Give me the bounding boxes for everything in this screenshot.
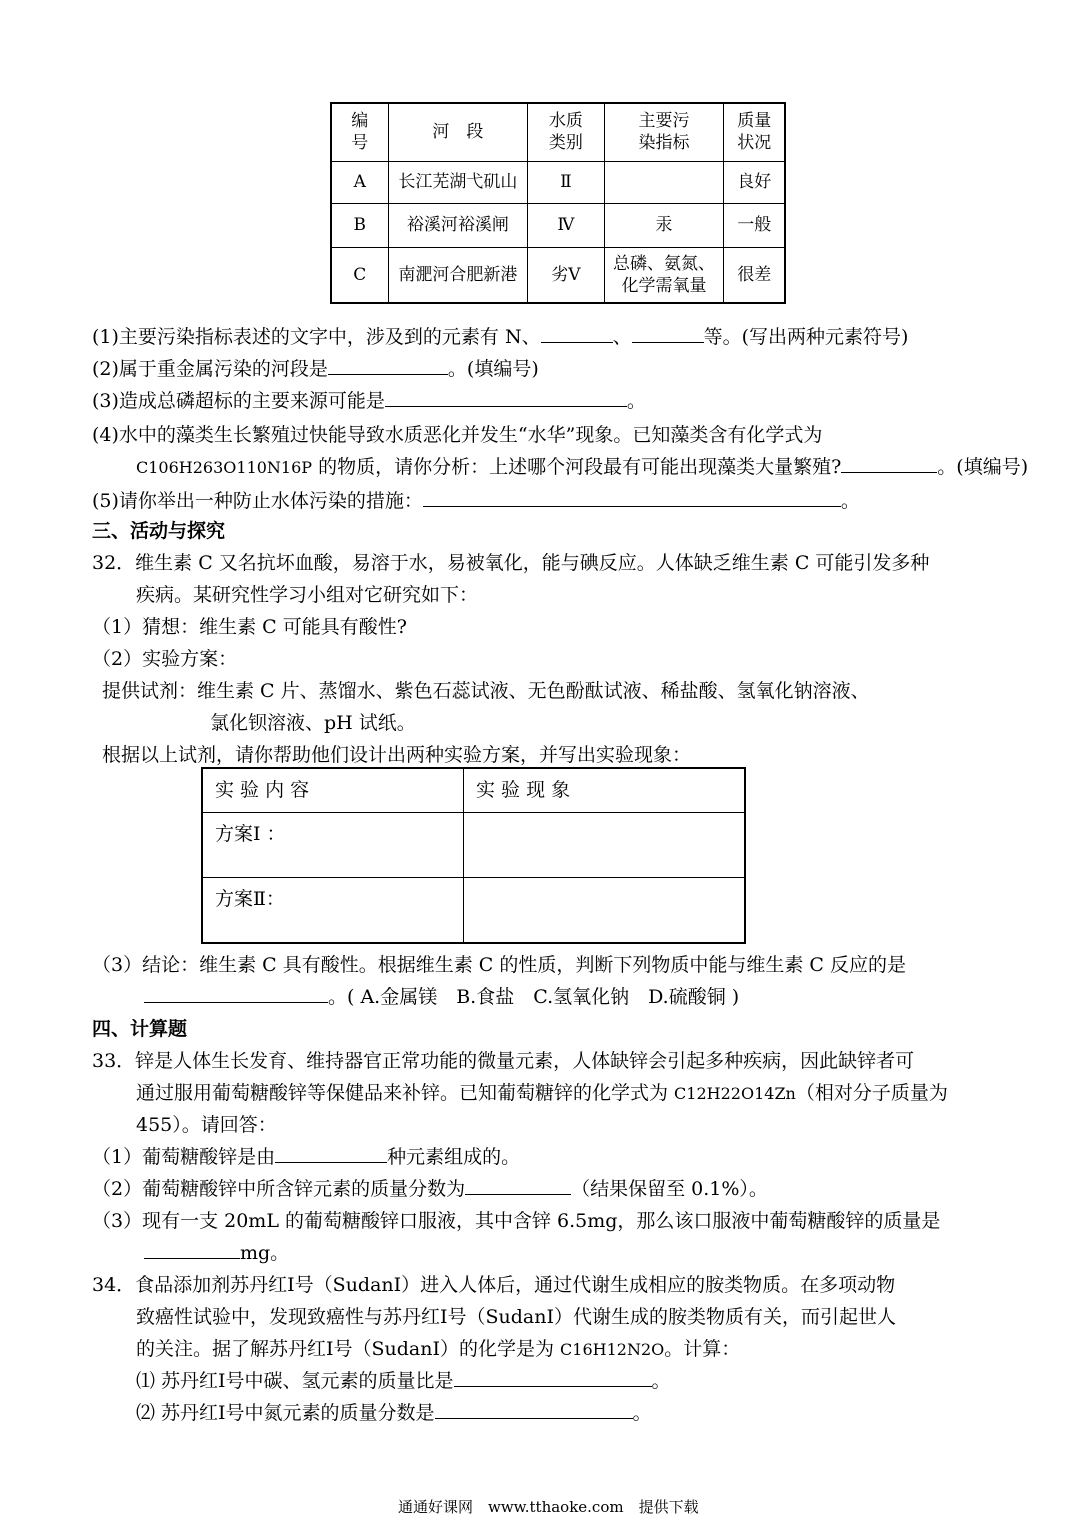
q32-conclusion: 。( A.金属镁 B.食盐 C.氢氧化钠 D.硫酸铜 ): [144, 982, 739, 1009]
answer-blank[interactable]: [465, 1176, 571, 1195]
table-cell: 汞: [604, 203, 724, 247]
table-cell: 劣Ⅴ: [528, 247, 604, 303]
table-cell: 长江芜湖弋矶山: [388, 161, 528, 203]
algae-formula: C106H263O110N16P: [136, 458, 313, 477]
table1-header-status: 质量 状况: [724, 103, 785, 161]
answer-blank[interactable]: [385, 388, 627, 407]
answer-blank[interactable]: [328, 356, 448, 375]
table1-header-class: 水质 类别: [528, 103, 604, 161]
q33-line: 455）。请回答：: [136, 1114, 277, 1136]
answer-blank[interactable]: [423, 488, 841, 507]
q34-line: 的关注。据了解苏丹红Ⅰ号（SudanⅠ）的化学是为 C16H12N2O。计算：: [136, 1338, 741, 1360]
table-cell: [604, 161, 724, 203]
q32-line: （2）实验方案：: [92, 648, 238, 670]
plan-2-cell[interactable]: 方案Ⅱ：: [202, 877, 464, 943]
sudan-formula: C16H12N2O: [560, 1340, 665, 1359]
q31-part3: (3)造成总磷超标的主要来源可能是 。: [92, 390, 646, 412]
table-cell: Ⅳ: [528, 203, 604, 247]
q34-line: 致癌性试验中，发现致癌性与苏丹红Ⅰ号（SudanⅠ）代谢生成的胺类物质有关，而引起世人: [136, 1306, 896, 1328]
table-row: [331, 161, 785, 203]
q33-part3-cont: mg。: [144, 1238, 289, 1265]
q34-part2: ⑵ 苏丹红Ⅰ号中氮元素的质量分数是 。: [136, 1402, 652, 1424]
table-row: [331, 247, 785, 303]
answer-blank[interactable]: [632, 324, 704, 343]
answer-blank[interactable]: [454, 1368, 652, 1387]
q33-part2: （2）葡萄糖酸锌中所含锌元素的质量分数为 （结果保留至 0.1%）。: [92, 1178, 768, 1200]
answer-blank[interactable]: [435, 1400, 633, 1419]
q33-line: 通过服用葡萄糖酸锌等保健品来补锌。已知葡萄糖锌的化学式为 C12H22O14Zn（相对分子质量为: [136, 1082, 948, 1104]
q31-part1: (1)主要污染指标表述的文字中，涉及到的元素有 N、 、 等。(写出两种元素符号): [92, 326, 909, 348]
table-cell: 南淝河合肥新港: [388, 247, 528, 303]
q31-part2: (2)属于重金属污染的河段是 。(填编号): [92, 358, 539, 380]
table-cell: 良好: [724, 161, 785, 203]
q31-part4: (4)水中的藻类生长繁殖过快能导致水质恶化并发生“水华”现象。已知藻类含有化学式为: [92, 424, 823, 446]
answer-blank[interactable]: [841, 454, 937, 473]
q33-line: 33．锌是人体生长发育、维持器官正常功能的微量元素，人体缺锌会引起多种疾病，因此缺锌者可: [92, 1050, 915, 1072]
water-quality-table: [330, 102, 786, 304]
q33-part3: （3）现有一支 20mL 的葡萄糖酸锌口服液，其中含锌 6.5mg，那么该口服液中葡萄糖酸锌的质量是: [92, 1210, 941, 1232]
q32-line: （3）结论：维生素 C 具有酸性。根据维生素 C 的性质，判断下列物质中能与维生素 C 反应的是: [92, 954, 906, 976]
table-row: [202, 812, 745, 877]
table-row: [202, 877, 745, 943]
table-cell: A: [331, 161, 388, 203]
q34-part1: ⑴ 苏丹红Ⅰ号中碳、氢元素的质量比是 。: [136, 1370, 671, 1392]
q32-line: 32．维生素 C 又名抗坏血酸，易溶于水，易被氧化，能与碘反应。人体缺乏维生素 C 可能引发多种: [92, 552, 930, 574]
q33-part1: （1）葡萄糖酸锌是由 种元素组成的。: [92, 1146, 521, 1168]
th-experiment-content: 实 验 内 容: [202, 768, 464, 812]
q32-line: （1）猜想：维生素 C 可能具有酸性?: [92, 616, 407, 638]
section-heading: 四、计算题: [92, 1018, 188, 1040]
table1-header-pollutant: 主要污 染指标: [604, 103, 724, 161]
answer-blank[interactable]: [144, 984, 328, 1003]
q31-part4-cont: C106H263O110N16P 的物质，请你分析：上述哪个河段最有可能出现藻类大量繁殖? 。(填编号): [136, 456, 1029, 478]
plan-2-result-cell[interactable]: [464, 877, 746, 943]
q32-line: 提供试剂：维生素 C 片、蒸馏水、紫色石蕊试液、无色酚酞试液、稀盐酸、氢氧化钠溶液、: [102, 680, 870, 702]
answer-blank[interactable]: [541, 324, 613, 343]
q32-line: 根据以上试剂，请你帮助他们设计出两种实验方案，并写出实验现象：: [102, 744, 692, 766]
experiment-table: [201, 767, 746, 944]
th-experiment-phenomenon: 实 验 现 象: [464, 768, 746, 812]
table1-header-river: 河 段: [388, 103, 528, 161]
table-cell: 裕溪河裕溪闸: [388, 203, 528, 247]
q32-line: 氯化钡溶液、pH 试纸。: [210, 712, 416, 734]
page-footer: 通通好课网 www.tthaoke.com 提供下载: [398, 1498, 699, 1516]
table-row: [331, 203, 785, 247]
plan-1-result-cell[interactable]: [464, 812, 746, 877]
table-cell: B: [331, 203, 388, 247]
zinc-formula: C12H22O14Zn: [674, 1084, 796, 1103]
table-cell: C: [331, 247, 388, 303]
table-cell: 总磷、氨氮、 化学需氧量: [604, 247, 724, 303]
q31-part5: (5)请你举出一种防止水体污染的措施： 。: [92, 490, 860, 512]
section-heading: 三、活动与探究: [92, 520, 226, 542]
q32-line: 疾病。某研究性学习小组对它研究如下：: [136, 584, 479, 606]
answer-blank[interactable]: [144, 1240, 240, 1259]
table1-header-id: 编 号: [331, 103, 388, 161]
answer-blank[interactable]: [275, 1144, 387, 1163]
plan-1-cell[interactable]: 方案Ⅰ ：: [202, 812, 464, 877]
table-cell: 很差: [724, 247, 785, 303]
table-cell: 一般: [724, 203, 785, 247]
table-cell: Ⅱ: [528, 161, 604, 203]
q34-line: 34．食品添加剂苏丹红Ⅰ号（SudanⅠ）进入人体后，通过代谢生成相应的胺类物质。在多项动物: [92, 1274, 896, 1296]
